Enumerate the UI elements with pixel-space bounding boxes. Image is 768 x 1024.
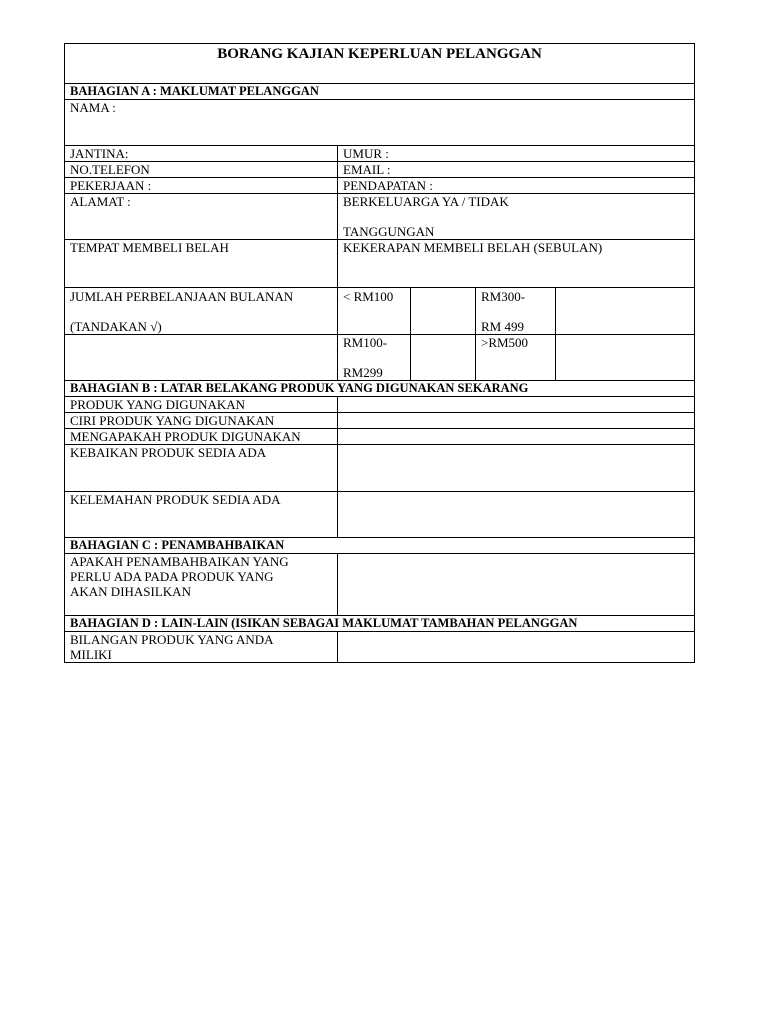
pendapatan-field[interactable]	[338, 178, 695, 194]
tandakan-label: (TANDAKAN √)	[70, 319, 162, 334]
tanggungan-label: TANGGUNGAN	[343, 224, 435, 239]
no-telefon-label: NO.TELEFON	[70, 162, 150, 177]
penambahbaikan-line-3: AKAN DIHASILKAN	[70, 584, 191, 599]
option-gt-500-label-cell	[476, 335, 556, 381]
bilangan-input[interactable]	[338, 632, 695, 663]
kebaikan-label: KEBAIKAN PRODUK SEDIA ADA	[65, 445, 338, 492]
nama-field[interactable]	[65, 100, 695, 146]
berkeluarga-label: BERKELUARGA YA / TIDAK	[343, 194, 509, 209]
berkeluarga-field[interactable]	[338, 194, 695, 240]
alamat-label: ALAMAT :	[70, 194, 131, 209]
umur-field[interactable]	[338, 146, 695, 162]
email-field[interactable]	[338, 162, 695, 178]
kelemahan-label: KELEMAHAN PRODUK SEDIA ADA	[65, 492, 338, 538]
spending-blank-cell	[65, 335, 338, 381]
pekerjaan-label: PEKERJAAN :	[70, 178, 152, 193]
umur-label: UMUR :	[343, 146, 389, 161]
option-300-label-b: RM 499	[481, 319, 524, 334]
kebaikan-input[interactable]	[338, 445, 695, 492]
section-b-heading: BAHAGIAN B : LATAR BELAKANG PRODUK YANG DIGUNAKAN SEKARANG	[65, 381, 695, 397]
option-lt-100-label: < RM100	[343, 289, 394, 304]
penambahbaikan-line-2: PERLU ADA PADA PRODUK YANG	[70, 569, 274, 584]
customer-needs-form	[64, 43, 695, 663]
jantina-label: JANTINA:	[70, 146, 129, 161]
tempat-membeli-belah-field[interactable]	[65, 240, 338, 288]
kekerapan-label: KEKERAPAN MEMBELI BELAH (SEBULAN)	[343, 240, 603, 255]
produk-input[interactable]	[338, 397, 695, 413]
mengapakah-label: MENGAPAKAH PRODUK DIGUNAKAN	[65, 429, 338, 445]
ciri-label: CIRI PRODUK YANG DIGUNAKAN	[65, 413, 338, 429]
mengapakah-input[interactable]	[338, 429, 695, 445]
section-d-heading: BAHAGIAN D : LAIN-LAIN (ISIKAN SEBAGAI MAKLUMAT TAMBAHAN PELANGGAN	[65, 616, 695, 632]
kekerapan-field[interactable]	[338, 240, 695, 288]
section-a-heading: BAHAGIAN A : MAKLUMAT PELANGGAN	[65, 84, 695, 100]
jumlah-perbelanjaan-cell	[65, 288, 338, 335]
no-telefon-field[interactable]	[65, 162, 338, 178]
pendapatan-label: PENDAPATAN :	[343, 178, 433, 193]
option-300-label-a: RM300-	[481, 289, 526, 304]
bilangan-label	[65, 632, 338, 663]
alamat-field[interactable]	[65, 194, 338, 240]
produk-label: PRODUK YANG DIGUNAKAN	[65, 397, 338, 413]
penambahbaikan-input[interactable]	[338, 554, 695, 616]
option-100-label-a: RM100-	[343, 335, 388, 350]
pekerjaan-field[interactable]	[65, 178, 338, 194]
nama-label: NAMA :	[70, 100, 116, 115]
tempat-membeli-belah-label: TEMPAT MEMBELI BELAH	[70, 240, 229, 255]
jantina-field[interactable]	[65, 146, 338, 162]
kelemahan-input[interactable]	[338, 492, 695, 538]
penambahbaikan-line-1: APAKAH PENAMBAHBAIKAN YANG	[70, 554, 289, 569]
bilangan-line-1: BILANGAN PRODUK YANG ANDA	[70, 632, 274, 647]
bilangan-line-2: MILIKI	[70, 647, 112, 662]
option-lt-100-checkbox[interactable]	[411, 288, 476, 335]
jumlah-perbelanjaan-label: JUMLAH PERBELANJAAN BULANAN	[70, 289, 294, 304]
option-300-label-cell	[476, 288, 556, 335]
penambahbaikan-label	[65, 554, 338, 616]
form-title: BORANG KAJIAN KEPERLUAN PELANGGAN	[65, 44, 695, 84]
option-100-label-cell	[338, 335, 411, 381]
option-gt-500-label: >RM500	[481, 335, 529, 350]
option-100-checkbox[interactable]	[411, 335, 476, 381]
option-lt-100-label-cell	[338, 288, 411, 335]
section-c-heading: BAHAGIAN C : PENAMBAHBAIKAN	[65, 538, 695, 554]
email-label: EMAIL :	[343, 162, 391, 177]
option-100-label-b: RM299	[343, 365, 383, 380]
ciri-input[interactable]	[338, 413, 695, 429]
option-300-checkbox[interactable]	[556, 288, 695, 335]
option-gt-500-checkbox[interactable]	[556, 335, 695, 381]
